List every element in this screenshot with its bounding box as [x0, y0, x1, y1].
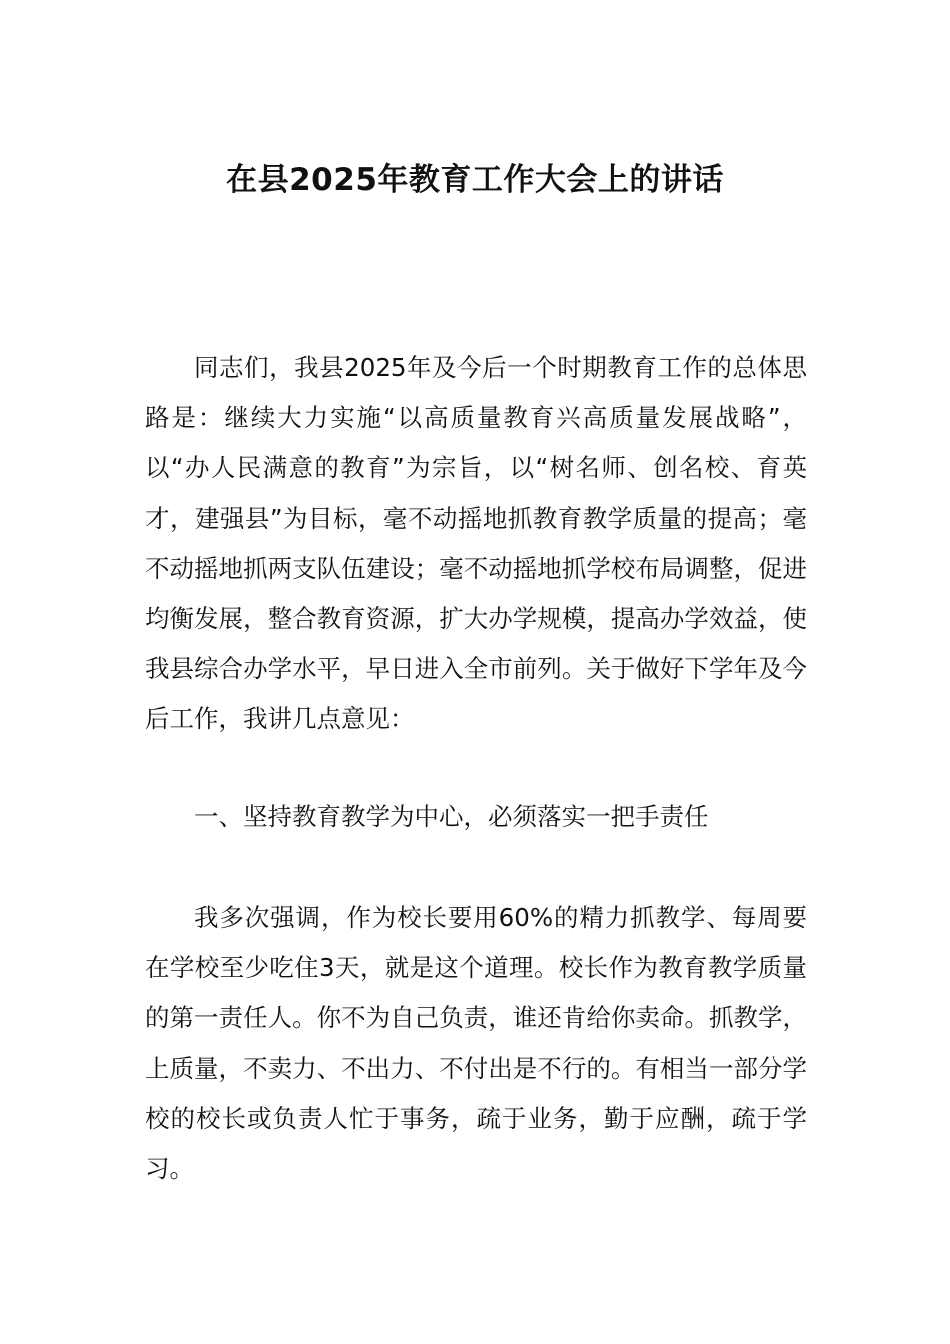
document-title: 在县2025年教育工作大会上的讲话 — [226, 162, 724, 198]
paragraph-body: 我多次强调，作为校长要用60%的精力抓教学、每周要在学校至少吃住3天，就是这个道理。校长作为教育教学质量的第一责任人。你不为自己负责，谁还肯给你卖命。抓教学，上质量，不卖力、不出力、不付出是不行的。有相当一部分学校的校长或负责人忙于事务，疏于业务，勤于应酬，疏于学习。 — [145, 903, 807, 1184]
paragraph-opening: 同志们，我县2025年及今后一个时期教育工作的总体思路是：继续大力实施“以高质量教育兴高质量发展战略”，以“办人民满意的教育”为宗旨，以“树名师、创名校、育英才，建强县”为目标，毫不动摇地抓教育教学质量的提高；毫不动摇地抓两支队伍建设；毫不动摇地抓学校布局调整，促进均衡发展，整合教育资源，扩大办学规模，提高办学效益，使我县综合办学水平，早日进入全市前列。关于做好下学年及今后工作，我讲几点意见： — [145, 353, 807, 734]
section-heading: 一、坚持教育教学为中心，必须落实一把手责任 — [194, 802, 709, 831]
